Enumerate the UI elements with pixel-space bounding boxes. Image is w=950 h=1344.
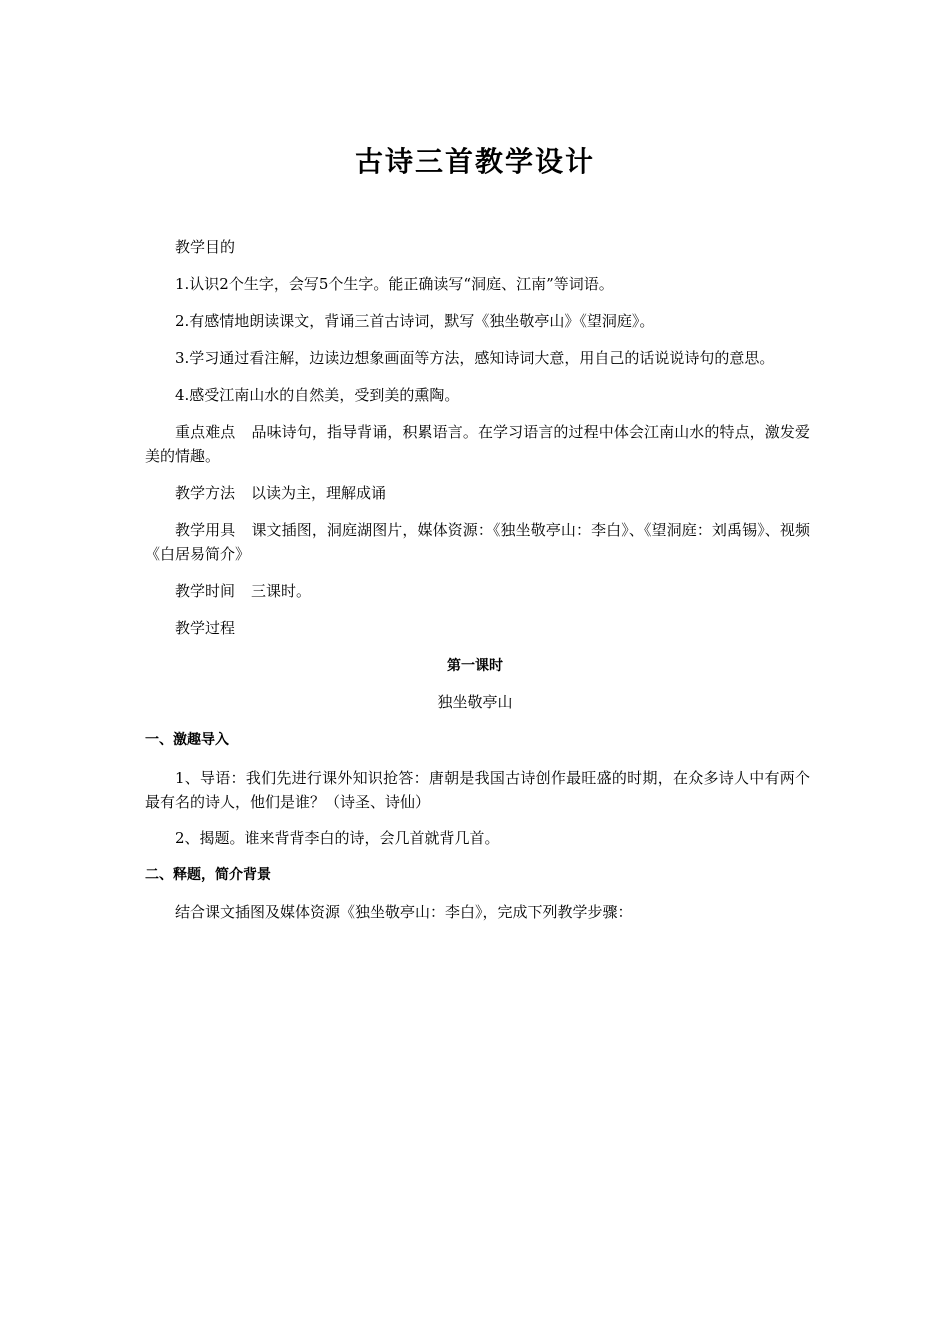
time-label: 教学时间 xyxy=(175,582,236,600)
process-heading: 教学过程 xyxy=(175,619,236,637)
objective-item-3: 3.学习通过看注解，边读边想象画面等方法，感知诗词大意，用自己的话说说诗句的意思。 xyxy=(175,349,775,367)
tools-label: 教学用具 xyxy=(175,521,236,539)
objective-item-4: 4.感受江南山水的自然美，受到美的熏陶。 xyxy=(175,386,460,404)
section1-item-1: 1、导语：我们先进行课外知识抢答：唐朝是我国古诗创作最旺盛的时期，在众多诗人中有两个最有名的诗人，他们是谁？（诗圣、诗仙） xyxy=(145,769,810,811)
method-line xyxy=(175,482,386,504)
objective-item-2: 2.有感情地朗读课文，背诵三首古诗词，默写《独坐敬亭山》《望洞庭》。 xyxy=(175,312,655,330)
time-line xyxy=(175,580,311,602)
key-points-paragraph xyxy=(145,420,810,468)
objectives-heading: 教学目的 xyxy=(175,238,236,256)
key-points-label: 重点难点 xyxy=(175,423,236,441)
section2-text: 结合课文插图及媒体资源《独坐敬亭山：李白》，完成下列教学步骤： xyxy=(175,903,633,921)
method-text: 以读为主，理解成诵 xyxy=(251,484,387,502)
lesson-heading: 第一课时 xyxy=(447,658,503,674)
section2-heading: 二、释题，简介背景 xyxy=(145,867,271,883)
poem-title: 独坐敬亭山 xyxy=(437,693,513,711)
objective-item-1: 1.认识2个生字，会写5个生字。能正确读写“洞庭、江南”等词语。 xyxy=(175,275,614,293)
method-label: 教学方法 xyxy=(175,484,236,502)
tools-paragraph xyxy=(145,518,810,566)
tools-text: 课文插图，洞庭湖图片，媒体资源：《独坐敬亭山：李白》、《望洞庭：刘禹锡》、视频《白居易简介》 xyxy=(145,521,810,563)
key-points-text: 品味诗句，指导背诵，积累语言。在学习语言的过程中体会江南山水的特点，激发爱美的情趣。 xyxy=(145,423,810,465)
time-text: 三课时。 xyxy=(251,582,312,600)
section1-heading: 一、激趣导入 xyxy=(145,732,229,748)
document-title: 古诗三首教学设计 xyxy=(354,145,595,178)
section1-item-2: 2、揭题。谁来背背李白的诗，会几首就背几首。 xyxy=(175,829,500,847)
